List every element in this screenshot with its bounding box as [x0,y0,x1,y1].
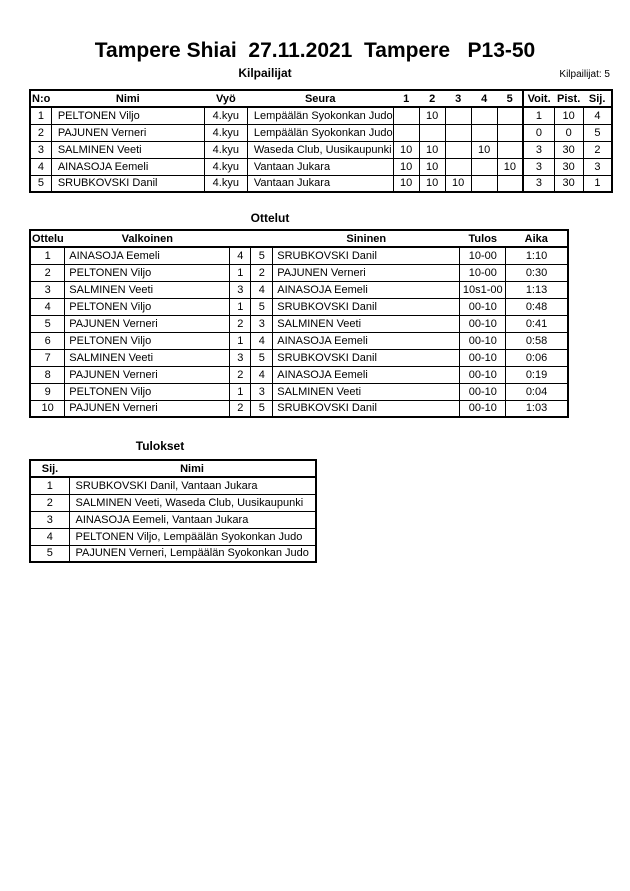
cell-aika: 0:04 [506,383,568,400]
cell-white-no: 2 [230,366,251,383]
cell-tulos: 10s1-00 [460,281,506,298]
cell-blue-no: 4 [251,281,273,298]
cell-white-no: 4 [230,247,251,264]
cell-blue-no: 3 [251,315,273,332]
cell-white-no: 2 [230,400,251,417]
cell-vyo: 4.kyu [204,175,247,192]
competitors-table [29,89,613,193]
cell-white-no: 1 [230,298,251,315]
cell-sij: 5 [30,545,69,562]
match-row [30,332,568,349]
cell-no: 4 [30,158,51,175]
cell-score-1: 10 [393,158,419,175]
cell-aika: 0:41 [506,315,568,332]
cell-aika: 0:58 [506,332,568,349]
cell-blue-name: PAJUNEN Verneri [273,264,460,281]
seura-text: Lempäälän Syokonkan Judo [253,109,393,122]
seura-text: Vantaan Jukara [253,177,331,190]
cell-tulos: 00-10 [460,298,506,315]
cell-seura [247,158,393,175]
cell-blue-name: AINASOJA Eemeli [273,281,460,298]
match-row [30,281,568,298]
cell-seura [247,141,393,158]
match-row [30,366,568,383]
cell-pist: 0 [554,124,583,141]
cell-score-3 [445,107,471,124]
cell-pist: 30 [554,158,583,175]
cell-nimi: AINASOJA Eemeli, Vantaan Jukara [69,511,316,528]
cell-score-5: 10 [497,158,523,175]
cell-match-no: 8 [30,366,65,383]
cell-score-3: 10 [445,175,471,192]
cell-score-5 [497,141,523,158]
cell-tulos: 00-10 [460,315,506,332]
cell-tulos: 00-10 [460,400,506,417]
col-header-sij: Sij. [583,90,612,107]
cell-tulos: 10-00 [460,264,506,281]
section-title-kilpailijat: Kilpailijat [238,66,292,80]
col-header-nimi: Nimi [69,460,316,477]
cell-tulos: 00-10 [460,332,506,349]
col-header-tulos: Tulos [460,230,506,247]
cell-score-3 [445,124,471,141]
cell-sij: 2 [30,494,69,511]
competitor-row [30,175,612,192]
col-header-voit: Voit. [523,90,554,107]
col-header-aika: Aika [506,230,568,247]
cell-seura [247,107,393,124]
col-header-4: 4 [471,90,497,107]
match-row [30,315,568,332]
cell-score-5 [497,124,523,141]
cell-tulos: 00-10 [460,383,506,400]
cell-voit: 3 [523,158,554,175]
cell-white-no: 1 [230,383,251,400]
cell-voit: 0 [523,124,554,141]
cell-score-1 [393,107,419,124]
cell-score-3 [445,141,471,158]
cell-match-no: 5 [30,315,65,332]
cell-score-2 [419,124,445,141]
cell-score-4 [471,158,497,175]
page-title: Tampere Shiai 27.11.2021 Tampere P13-50 [94,39,536,62]
cell-voit: 3 [523,141,554,158]
col-header-pist: Pist. [554,90,583,107]
result-row [30,494,316,511]
col-header-sij: Sij. [30,460,69,477]
cell-sij: 4 [583,107,612,124]
cell-blue-name: SRUBKOVSKI Danil [273,298,460,315]
competitors-header-row [30,90,612,107]
cell-aika: 0:48 [506,298,568,315]
cell-match-no: 10 [30,400,65,417]
cell-pist: 30 [554,175,583,192]
cell-blue-no: 5 [251,400,273,417]
cell-score-4 [471,124,497,141]
cell-blue-name: SRUBKOVSKI Danil [273,400,460,417]
cell-sij: 2 [583,141,612,158]
cell-white-name: PELTONEN Viljo [65,264,230,281]
competitor-row [30,124,612,141]
cell-aika: 0:06 [506,349,568,366]
cell-voit: 3 [523,175,554,192]
cell-blue-no: 2 [251,264,273,281]
cell-nimi: SALMINEN Veeti, Waseda Club, Uusikaupunki [69,494,316,511]
cell-seura [247,124,393,141]
cell-white-no: 3 [230,349,251,366]
col-header-blue-no [251,230,273,247]
cell-aika: 0:19 [506,366,568,383]
cell-blue-name: SALMINEN Veeti [273,383,460,400]
cell-no: 1 [30,107,51,124]
cell-nimi: PELTONEN Viljo, Lempäälän Syokonkan Judo [69,528,316,545]
cell-pist: 10 [554,107,583,124]
cell-pist: 30 [554,141,583,158]
col-header-nimi: Nimi [51,90,204,107]
result-row [30,511,316,528]
col-header-3: 3 [445,90,471,107]
competitor-count: Kilpailijat: 5 [559,69,610,80]
col-header-white-no [230,230,251,247]
cell-sij: 1 [30,477,69,494]
cell-white-name: PELTONEN Viljo [65,332,230,349]
competitor-row [30,158,612,175]
cell-voit: 1 [523,107,554,124]
col-header-2: 2 [419,90,445,107]
cell-nimi: PAJUNEN Verneri [51,124,204,141]
cell-match-no: 6 [30,332,65,349]
cell-match-no: 7 [30,349,65,366]
col-header-5: 5 [497,90,523,107]
competitor-row [30,141,612,158]
col-header-vyo: Vyö [204,90,247,107]
matches-table [29,229,569,418]
result-row [30,545,316,562]
cell-blue-name: SRUBKOVSKI Danil [273,247,460,264]
cell-nimi: SRUBKOVSKI Danil [51,175,204,192]
cell-white-no: 1 [230,264,251,281]
match-row [30,383,568,400]
cell-blue-no: 4 [251,332,273,349]
cell-blue-name: SRUBKOVSKI Danil [273,349,460,366]
cell-match-no: 3 [30,281,65,298]
col-header-no: N:o [30,90,51,107]
cell-score-2: 10 [419,141,445,158]
cell-sij: 5 [583,124,612,141]
cell-aika: 0:30 [506,264,568,281]
cell-white-name: PAJUNEN Verneri [65,400,230,417]
cell-score-5 [497,175,523,192]
seura-text: Vantaan Jukara [253,160,331,173]
match-row [30,298,568,315]
cell-score-2: 10 [419,175,445,192]
cell-seura [247,175,393,192]
cell-blue-no: 3 [251,383,273,400]
cell-sij: 3 [30,511,69,528]
match-row [30,400,568,417]
match-row [30,247,568,264]
col-header-sininen: Sininen [273,230,460,247]
cell-match-no: 4 [30,298,65,315]
cell-blue-name: SALMINEN Veeti [273,315,460,332]
cell-score-5 [497,107,523,124]
cell-vyo: 4.kyu [204,124,247,141]
cell-score-4: 10 [471,141,497,158]
cell-blue-no: 5 [251,247,273,264]
cell-white-no: 1 [230,332,251,349]
cell-score-3 [445,158,471,175]
matches-header-row [30,230,568,247]
cell-no: 5 [30,175,51,192]
cell-sij: 1 [583,175,612,192]
col-header-valkoinen: Valkoinen [65,230,230,247]
cell-tulos: 10-00 [460,247,506,264]
cell-score-4 [471,107,497,124]
cell-white-name: PELTONEN Viljo [65,383,230,400]
cell-white-name: PAJUNEN Verneri [65,315,230,332]
cell-nimi: PELTONEN Viljo [51,107,204,124]
cell-score-1: 10 [393,141,419,158]
cell-match-no: 1 [30,247,65,264]
cell-match-no: 9 [30,383,65,400]
cell-blue-no: 5 [251,298,273,315]
cell-aika: 1:13 [506,281,568,298]
cell-score-1: 10 [393,175,419,192]
cell-score-2: 10 [419,158,445,175]
col-header-ottelu: Ottelu [30,230,65,247]
results-table [29,459,317,563]
cell-white-name: AINASOJA Eemeli [65,247,230,264]
cell-white-name: SALMINEN Veeti [65,349,230,366]
cell-no: 2 [30,124,51,141]
col-header-seura: Seura [247,90,393,107]
cell-tulos: 00-10 [460,366,506,383]
cell-tulos: 00-10 [460,349,506,366]
match-row [30,349,568,366]
cell-score-2: 10 [419,107,445,124]
seura-text: Waseda Club, Uusikaupunki [253,143,392,156]
cell-blue-name: AINASOJA Eemeli [273,366,460,383]
cell-white-no: 3 [230,281,251,298]
cell-blue-name: AINASOJA Eemeli [273,332,460,349]
seura-text: Lempäälän Syokonkan Judo [253,126,393,139]
cell-nimi: AINASOJA Eemeli [51,158,204,175]
cell-vyo: 4.kyu [204,158,247,175]
cell-blue-no: 5 [251,349,273,366]
cell-nimi: PAJUNEN Verneri, Lempäälän Syokonkan Judo [69,545,316,562]
col-header-1: 1 [393,90,419,107]
cell-nimi: SALMINEN Veeti [51,141,204,158]
cell-white-name: SALMINEN Veeti [65,281,230,298]
cell-score-1 [393,124,419,141]
section-title-ottelut: Ottelut [250,211,290,225]
cell-sij: 3 [583,158,612,175]
result-row [30,477,316,494]
cell-sij: 4 [30,528,69,545]
competitor-row [30,107,612,124]
section-title-tulokset: Tulokset [135,439,185,453]
cell-white-name: PELTONEN Viljo [65,298,230,315]
cell-no: 3 [30,141,51,158]
cell-vyo: 4.kyu [204,107,247,124]
cell-vyo: 4.kyu [204,141,247,158]
cell-blue-no: 4 [251,366,273,383]
result-row [30,528,316,545]
cell-score-4 [471,175,497,192]
cell-match-no: 2 [30,264,65,281]
cell-aika: 1:10 [506,247,568,264]
match-row [30,264,568,281]
cell-white-no: 2 [230,315,251,332]
cell-nimi: SRUBKOVSKI Danil, Vantaan Jukara [69,477,316,494]
cell-white-name: PAJUNEN Verneri [65,366,230,383]
cell-aika: 1:03 [506,400,568,417]
results-header-row [30,460,316,477]
